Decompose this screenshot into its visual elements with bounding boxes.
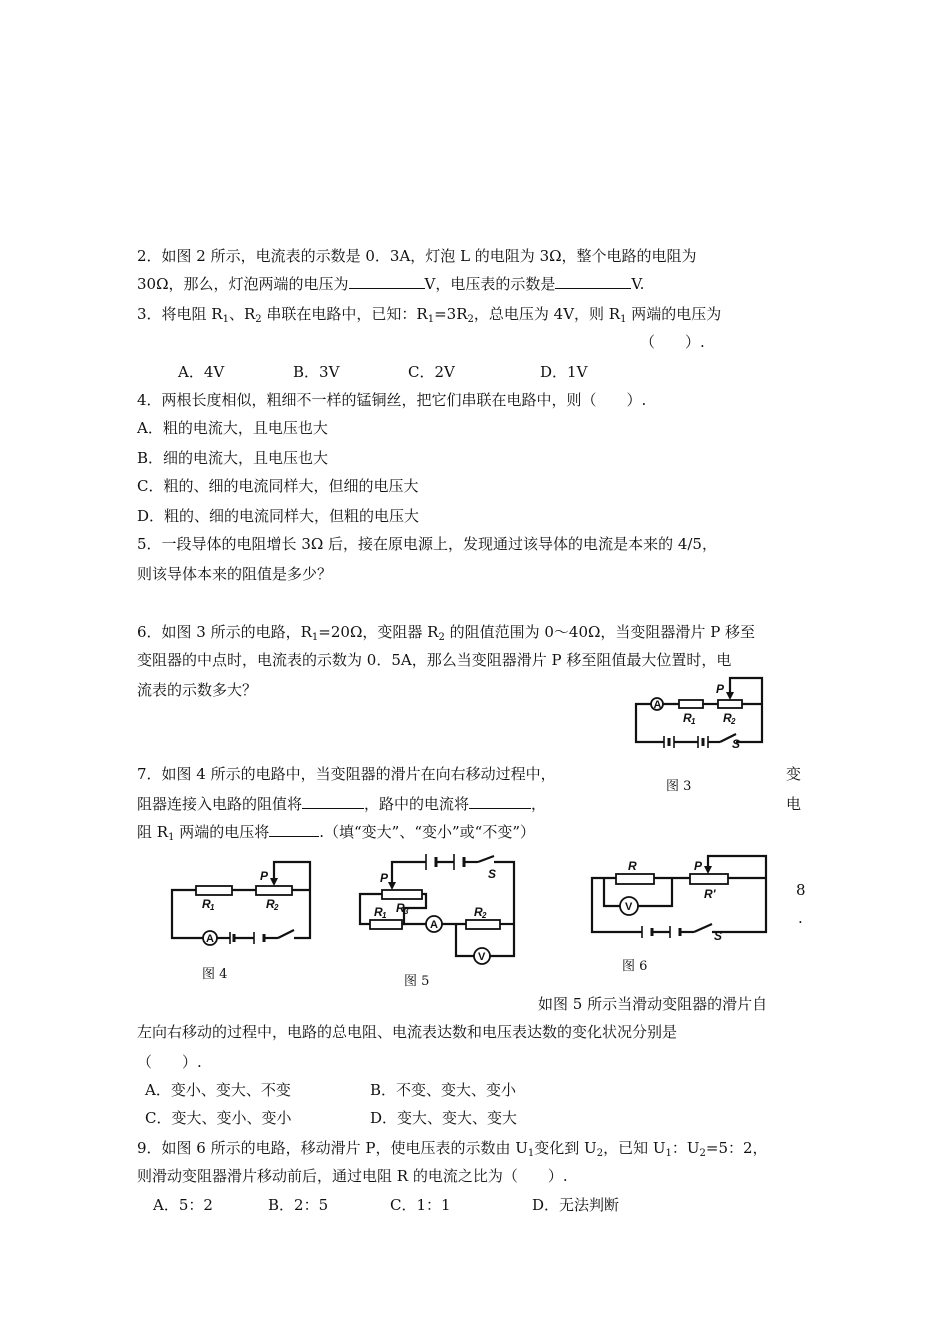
q6-line1: 6．如图 3 所示的电路，$R_1=20\Omega$，变阻器 $R_2$ 的阻值范围为 0～40Ω，当变阻器滑片 P 移至 (137, 623, 756, 643)
q7-blank-1[interactable] (302, 794, 364, 809)
q6-line2: 变阻器的中点时，电流表的示数为 0．5A，那么当变阻器滑片 P 移至阻值最大位置时，电 (137, 651, 732, 669)
q6-line3: 流表的示数多大？ (137, 681, 258, 699)
q3-option-c[interactable]: C．2V (408, 363, 455, 381)
figure-3-caption: 图 3 (666, 779, 692, 794)
q8-option-b[interactable]: B．不变、变大、变小 (370, 1081, 517, 1099)
q7-line2: 阻器连接入电路的阻值将 ，路中的电流将 ， (137, 795, 547, 813)
fig4-r1-label: R (202, 897, 211, 911)
q4-option-a[interactable]: A．粗的电流大，且电压也大 (137, 419, 328, 437)
fig4-ammeter-label: A (206, 933, 214, 945)
q3-option-b[interactable]: B．3V (293, 363, 340, 381)
q5-line2: 则该导体本来的阻值是多少？ (137, 565, 333, 583)
q2-blank-1[interactable] (349, 274, 425, 289)
fig4-r2-label: R (266, 897, 275, 911)
fig3-r2-label: R (723, 711, 732, 725)
svg-text:1: 1 (382, 911, 387, 920)
fig3-ammeter-label: A (653, 699, 662, 711)
svg-text:2: 2 (731, 717, 736, 726)
q4-stem: 4．两根长度相似，粗细不一样的锰铜丝，把它们串联在电路中，则（ ）. (137, 391, 647, 409)
figure-3-circuit (632, 676, 767, 750)
q7-line1-end: 变 (786, 765, 802, 783)
q8-line1: 如图 5 所示当滑动变阻器的滑片自 (538, 995, 768, 1013)
q7-blank-2[interactable] (469, 794, 531, 809)
q2-line1: 2．如图 2 所示，电流表的示数是 0．3A，灯泡 L 的电阻为 3Ω，整个电路的电阻为 (137, 247, 697, 265)
figure-5-circuit (354, 852, 522, 968)
q3-line1: 3．将电阻 $R_1$、$R_2$ 串联在电路中，已知：$R_1=3R_2$，总电压为 4V，则 $R_1$ 两端的电压为 (137, 305, 722, 325)
q9-option-d[interactable]: D．无法判断 (532, 1196, 620, 1214)
q9-option-a[interactable]: A．5：2 (153, 1196, 213, 1214)
fig6-s-label: S (714, 929, 723, 943)
fig3-r1-label: R (683, 711, 692, 725)
fig6-r-label: R (628, 859, 637, 873)
fig5-voltmeter-label: V (478, 951, 486, 963)
q9-line1: 9．如图 6 所示的电路，移动滑片 P，使电压表的示数由 $U_1$变化到 $U_2$，已知 $U_1$：$U_2=5$：2， (137, 1139, 768, 1159)
figure-6-circuit (586, 852, 772, 942)
q5-line1: 5．一段导体的电阻增长 3Ω 后，接在原电源上，发现通过该导体的电流是本来的 4/5， (137, 535, 717, 553)
q8-option-c[interactable]: C．变大、变小、变小 (145, 1109, 292, 1127)
q4-option-c[interactable]: C．粗的、细的电流同样大，但细的电压大 (137, 477, 419, 495)
q8-paren: （ ）. (137, 1053, 202, 1071)
figure-5-caption: 图 5 (404, 974, 430, 989)
fig6-voltmeter-label: V (625, 901, 633, 913)
fig3-p-label: P (716, 682, 725, 696)
figure-4-caption: 图 4 (202, 967, 228, 982)
q9-option-b[interactable]: B．2：5 (268, 1196, 329, 1214)
q9-option-c[interactable]: C．1：1 (390, 1196, 451, 1214)
q2-blank-2[interactable] (555, 274, 631, 289)
q4-option-b[interactable]: B．细的电流大，且电压也大 (137, 449, 329, 467)
q8-number-dot: . (798, 909, 803, 927)
fig5-r2-label: R (474, 905, 483, 919)
q7-line1: 7．如图 4 所示的电路中，当变阻器的滑片在向右移动过程中， (137, 765, 556, 783)
fig4-p-label: P (260, 869, 269, 883)
figure-6-caption: 图 6 (622, 959, 648, 974)
q9-line2: 则滑动变阻器滑片移动前后，通过电阻 R 的电流之比为（ ）. (137, 1167, 568, 1185)
q7-line2-end: 电 (786, 795, 802, 813)
q8-option-d[interactable]: D．变大、变大、变大 (370, 1109, 518, 1127)
fig3-s-label: S (732, 737, 741, 751)
q4-option-d[interactable]: D．粗的、细的电流同样大，但粗的电压大 (137, 507, 420, 525)
q7-line3: 阻 $R_1$ 两端的电压将 .（填“变大”、“变小”或“不变”） (137, 823, 535, 843)
svg-text:2: 2 (274, 903, 279, 912)
q8-option-a[interactable]: A．变小、变大、不变 (145, 1081, 291, 1099)
q3-option-a[interactable]: A．4V (178, 363, 225, 381)
q2-line2: 30Ω，那么，灯泡两端的电压为 V，电压表的示数是 V. (137, 275, 645, 293)
svg-text:1: 1 (210, 903, 215, 912)
q3-paren: （ ）. (640, 333, 705, 351)
svg-text:2: 2 (482, 911, 487, 920)
fig6-p-label: P (694, 859, 703, 873)
fig5-ammeter-label: A (430, 919, 438, 931)
fig6-rprime-label: R' (704, 887, 716, 901)
q8-number: 8 (796, 881, 806, 899)
q3-option-d[interactable]: D．1V (540, 363, 588, 381)
fig5-r1-label: R (374, 905, 383, 919)
figure-4-circuit (168, 860, 316, 950)
fig5-p-label: P (380, 871, 389, 885)
q8-line2: 左向右移动的过程中，电路的总电阻、电流表达数和电压表达数的变化状况分别是 (137, 1023, 678, 1041)
svg-text:3: 3 (404, 907, 409, 916)
fig5-r3-label: R (396, 901, 405, 915)
svg-text:1: 1 (691, 717, 696, 726)
fig5-s-label: S (488, 867, 497, 881)
q7-blank-3[interactable] (269, 822, 319, 837)
